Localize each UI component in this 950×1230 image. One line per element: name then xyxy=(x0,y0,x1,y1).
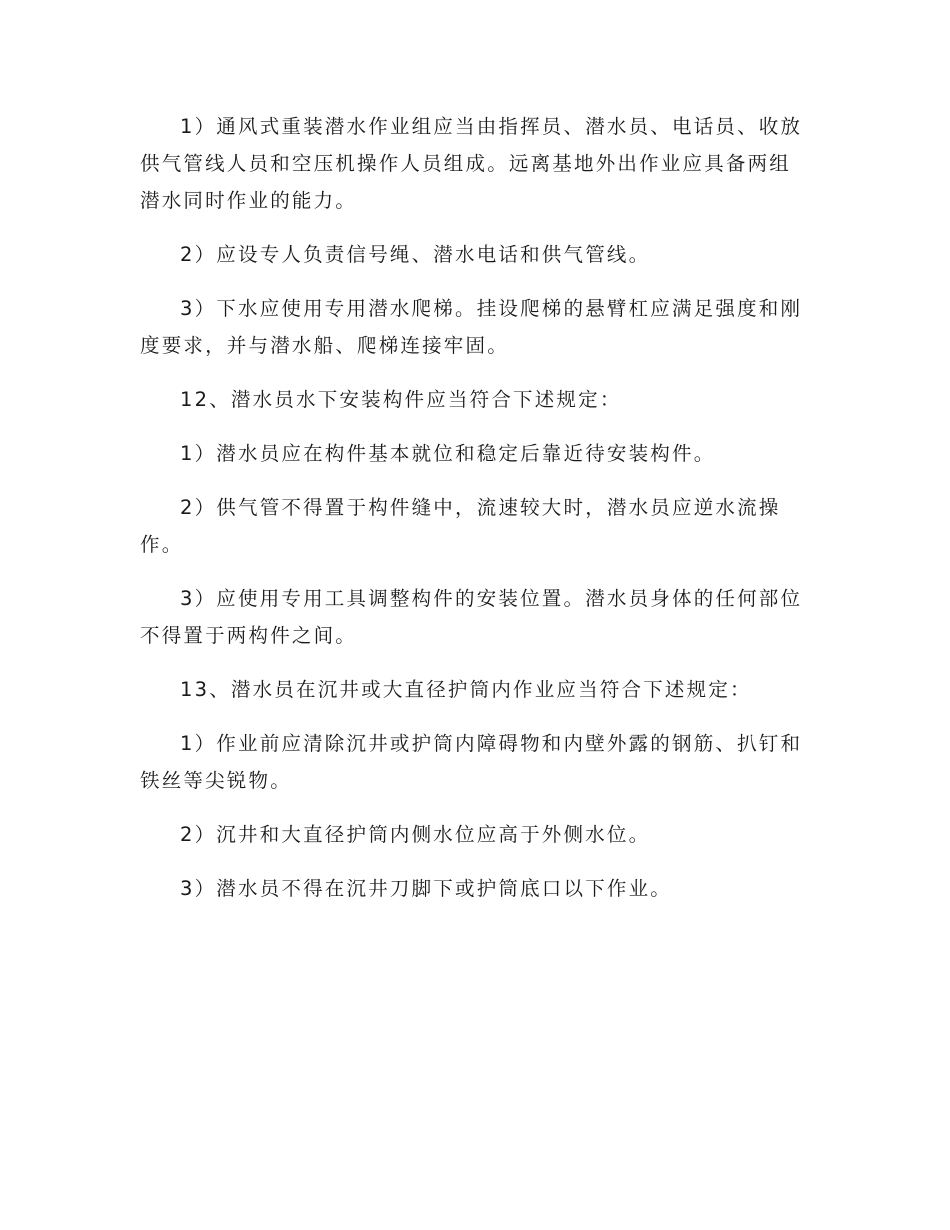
paragraph-12-1: 1）潜水员应在构件基本就位和稳定后靠近待安装构件。 xyxy=(180,442,716,465)
section-heading-13: 13、潜水员在沉井或大直径护筒内作业应当符合下述规定： xyxy=(180,678,752,701)
paragraph-11-2: 2）应设专人负责信号绳、潜水电话和供气管线。 xyxy=(180,243,651,266)
paragraph-12-2: 2）供气管不得置于构件缝中，流速较大时，潜水员应逆水流操作。 xyxy=(140,496,781,556)
paragraph-13-1: 1）作业前应清除沉井或护筒内障碍物和内壁外露的钢筋、扒钉和铁丝等尖锐物。 xyxy=(140,732,803,792)
paragraph-13-2: 2）沉井和大直径护筒内侧水位应高于外侧水位。 xyxy=(180,823,651,846)
paragraph-11-1: 1）通风式重装潜水作业组应当由指挥员、潜水员、电话员、收放供气管线人员和空压机操作人员组成。远离基地外出作业应具备两组潜水同时作业的能力。 xyxy=(140,115,803,212)
document-body xyxy=(140,108,810,924)
paragraph-12-3: 3）应使用专用工具调整构件的安装位置。潜水员身体的任何部位不得置于两构件之间。 xyxy=(140,587,803,647)
paragraph-11-3: 3）下水应使用专用潜水爬梯。挂设爬梯的悬臂杠应满足强度和刚度要求，并与潜水船、爬梯连接牢固。 xyxy=(140,297,803,357)
section-heading-12: 12、潜水员水下安装构件应当符合下述规定： xyxy=(180,388,622,411)
paragraph-13-3: 3）潜水员不得在沉井刀脚下或护筒底口以下作业。 xyxy=(180,877,673,900)
